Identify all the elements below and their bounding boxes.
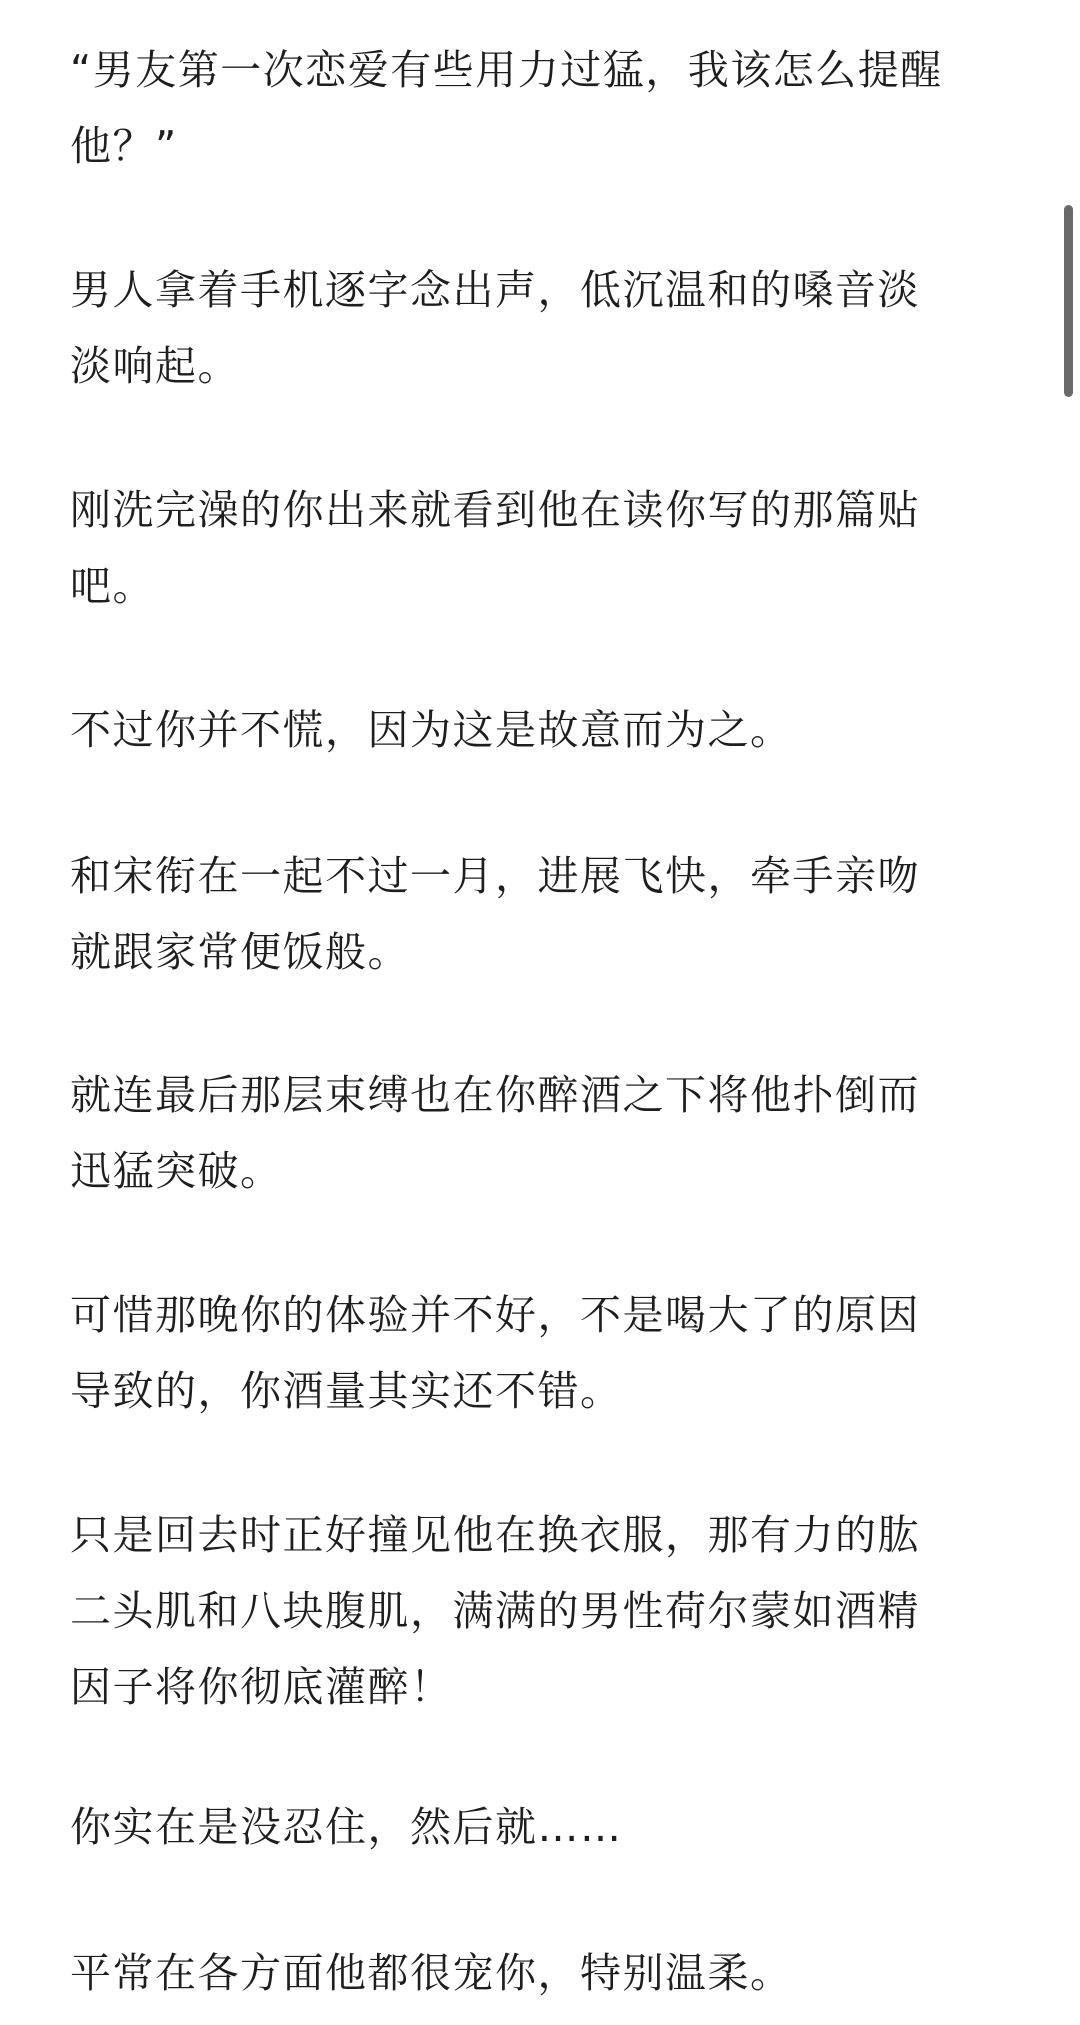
paragraph: 就连最后那层束缚也在你醉酒之下将他扑倒而 迅猛突破。	[70, 1071, 920, 1195]
paragraph: 平常在各方面他都很宠你，特别温柔。	[70, 1949, 793, 1997]
paragraph: 不过你并不慌，因为这是故意而为之。	[70, 706, 793, 754]
paragraph: 可惜那晚你的体验并不好，不是喝大了的原因 导致的，你酒量其实还不错。	[70, 1291, 920, 1415]
paragraph: 和宋衔在一起不过一月，进展飞快，牵手亲吻 就跟家常便饭般。	[70, 852, 920, 976]
paragraph: 只是回去时正好撞见他在换衣服，那有力的肱 二头肌和八块腹肌，满满的男性荷尔蒙如酒精 因子将你彻底灌醉！	[70, 1511, 920, 1711]
scrollbar-thumb[interactable]	[1064, 205, 1073, 397]
paragraph: 你实在是没忍住，然后就……	[70, 1803, 623, 1851]
paragraph: 男人拿着手机逐字念出声，低沉温和的嗓音淡 淡响起。	[70, 266, 920, 390]
paragraph: “男友第一次恋爱有些用力过猛，我该怎么提醒 他？”	[70, 46, 943, 170]
paragraph: 刚洗完澡的你出来就看到他在读你写的那篇贴 吧。	[70, 486, 920, 610]
